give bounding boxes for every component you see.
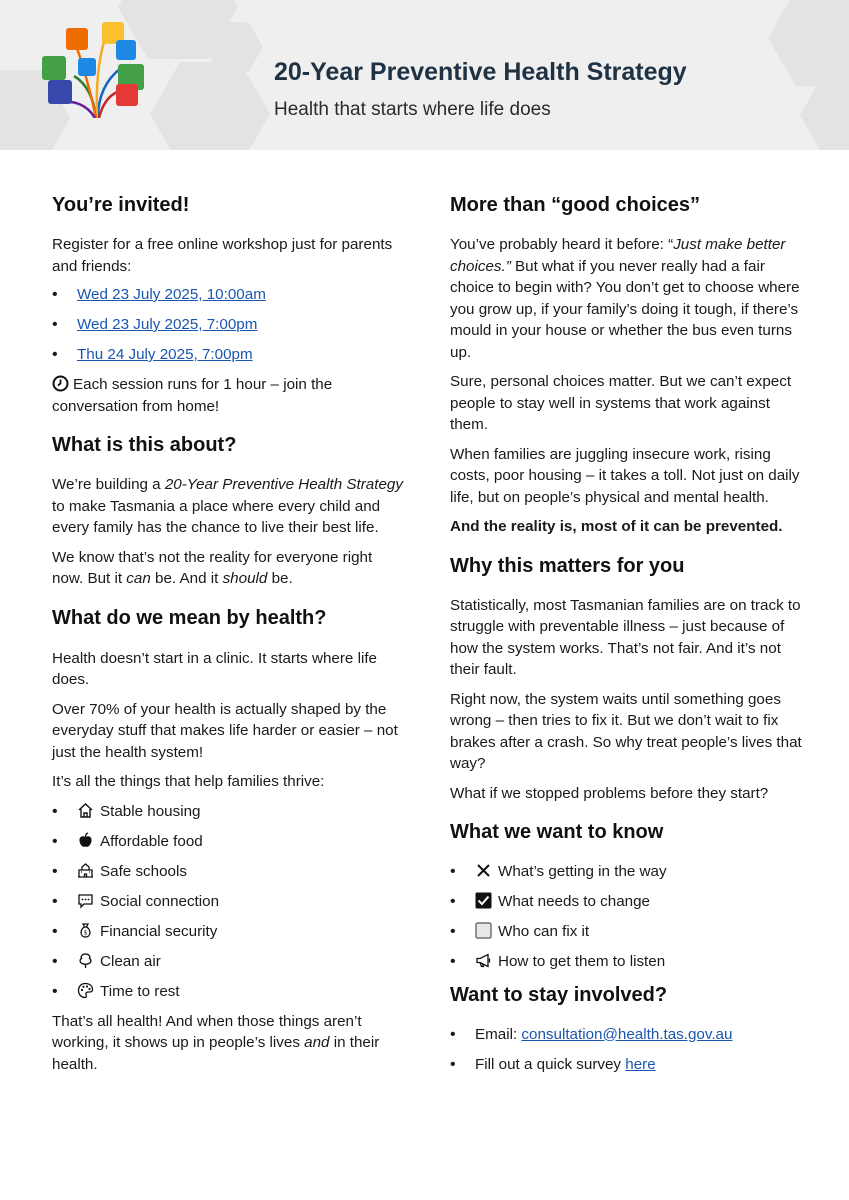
list-item — [450, 1054, 802, 1076]
strategy-name: 20-Year Preventive Health Strategy — [164, 476, 403, 493]
list-item — [52, 921, 407, 943]
matters-paragraph-3: What if we stopped problems before they start? — [450, 784, 769, 802]
involved-list — [450, 1024, 802, 1076]
item-label: Safe schools — [100, 862, 187, 880]
about-paragraph-2 — [52, 547, 407, 590]
text-run: We’re building a — [52, 476, 165, 493]
choices-paragraph-1 — [450, 234, 802, 363]
duration-text: Each session runs for 1 hour – join the conversation from home! — [52, 376, 333, 415]
megaphone-icon — [475, 952, 492, 969]
health-closing — [52, 1011, 407, 1076]
tree-logo-icon — [36, 18, 166, 118]
list-item — [52, 284, 407, 306]
item-label: What needs to change — [498, 893, 650, 910]
invite-heading: You’re invited! — [52, 194, 190, 216]
decorative-hexagon — [800, 80, 849, 150]
choices-heading: More than “good choices” — [450, 194, 701, 216]
thrive-list — [52, 801, 407, 1003]
invite-intro: Register for a free online workshop just for parents and friends: — [52, 236, 393, 275]
list-item — [52, 801, 407, 823]
item-label: Stable housing — [100, 802, 201, 820]
item-label: Affordable food — [100, 832, 203, 850]
session-list — [52, 284, 407, 366]
page-title: 20-Year Preventive Health Strategy — [274, 58, 687, 86]
emphasis: and — [304, 1034, 330, 1051]
header-banner — [0, 0, 849, 150]
email-link[interactable]: consultation@health.tas.gov.au — [521, 1025, 733, 1043]
decorative-hexagon — [150, 62, 270, 150]
chat-icon — [77, 892, 94, 909]
list-item — [52, 891, 407, 913]
list-item — [52, 981, 407, 1003]
palette-icon — [77, 982, 94, 999]
svg-text:$: • $ — [83, 929, 88, 936]
health-heading: What do we mean by health? — [52, 606, 327, 629]
item-label: Financial security — [100, 922, 218, 940]
emphasis: Just make better choices.” — [450, 236, 786, 275]
text-run: That’s all health! And when those things aren’t working, it shows up in people’s lives — [52, 1012, 362, 1051]
house-icon — [77, 802, 94, 819]
session-duration — [52, 374, 407, 417]
text-run: to make Tasmania a place where every child and every family has the chance to live their best life. — [52, 497, 381, 536]
health-paragraph-1: Health doesn’t start in a clinic. It starts where life does. — [52, 649, 377, 688]
clock-icon — [52, 375, 69, 392]
health-paragraph-2: Over 70% of your health is actually shaped by the everyday stuff that makes life harder or easier – not just the health system! — [52, 700, 398, 761]
session-link-2[interactable]: Wed 23 July 2025, 7:00pm — [77, 316, 258, 333]
matters-paragraph-1: Statistically, most Tasmanian families are on track to struggle with preventable illness – just because of how the system works. That’s not fair. And it’s not their fault. — [450, 596, 801, 678]
list-item — [450, 951, 802, 973]
matters-heading: Why this matters for you — [450, 554, 685, 577]
empty-box-icon — [475, 922, 492, 939]
list-item — [52, 861, 407, 883]
about-heading: What is this about? — [52, 434, 237, 456]
apple-icon — [77, 832, 94, 849]
text-run: be. — [267, 570, 293, 587]
school-icon — [77, 862, 94, 879]
know-heading: What we want to know — [450, 821, 664, 843]
item-label: Social connection — [100, 892, 220, 910]
decorative-hexagon — [768, 0, 849, 86]
list-item — [52, 314, 407, 336]
text-run: be. And it — [150, 570, 223, 587]
choices-emphasis: And the reality is, most of it can be prevented. — [450, 518, 783, 535]
left-column — [52, 193, 407, 1075]
text-run: You’ve probably heard it before: “ — [450, 236, 674, 253]
tree-icon — [77, 952, 94, 969]
health-paragraph-3: It’s all the things that help families thrive: — [52, 773, 325, 790]
list-item — [52, 951, 407, 973]
survey-text: Fill out a quick survey — [475, 1055, 626, 1073]
session-link-1[interactable]: Wed 23 July 2025, 10:00am — [77, 286, 266, 303]
know-list — [450, 861, 802, 973]
page-subtitle: Health that starts where life does — [274, 99, 551, 120]
item-label: Time to rest — [100, 982, 180, 1000]
text-run: We know that’s not the reality for everyone right now. But it — [52, 548, 373, 587]
text-run: But what if you never really had a fair choice to begin with? You don’t get to choose where you grow up, if your family’s doing it tough, if there’s mould in your house or whether the bus even turns up. — [450, 257, 800, 361]
about-paragraph-1 — [52, 474, 407, 539]
list-item — [450, 861, 802, 883]
money-bag-icon — [77, 922, 94, 939]
checked-box-icon — [475, 892, 492, 909]
right-column — [450, 193, 802, 1075]
list-item — [52, 344, 407, 366]
item-label: How to get them to listen — [498, 953, 666, 970]
email-label: Email: — [475, 1025, 522, 1043]
list-item — [450, 1024, 802, 1046]
emphasis: can — [126, 570, 151, 587]
emphasis: should — [222, 570, 268, 587]
cross-icon — [475, 862, 492, 879]
involved-heading: Want to stay involved? — [450, 983, 668, 1006]
choices-paragraph-2: Sure, personal choices matter. But we can’t expect people to stay well in systems that work against them. — [450, 373, 792, 433]
survey-link[interactable]: here — [625, 1055, 656, 1073]
session-link-3[interactable]: Thu 24 July 2025, 7:00pm — [77, 346, 253, 363]
item-label: Who can fix it — [498, 923, 590, 940]
item-label: Clean air — [100, 952, 161, 970]
matters-paragraph-2: Right now, the system waits until something goes wrong – then tries to fix it. But we don’t wait to fix brakes after a crash. So why treat people’s lives that way? — [450, 690, 802, 772]
text-run: in their health. — [52, 1034, 380, 1073]
list-item — [450, 921, 802, 943]
item-label: What’s getting in the way — [498, 863, 667, 880]
list-item — [450, 891, 802, 913]
choices-paragraph-3: When families are juggling insecure work, rising costs, poor housing – it takes a toll. Not just on daily life, but on people’s physical and mental health. — [450, 445, 800, 506]
list-item — [52, 831, 407, 853]
